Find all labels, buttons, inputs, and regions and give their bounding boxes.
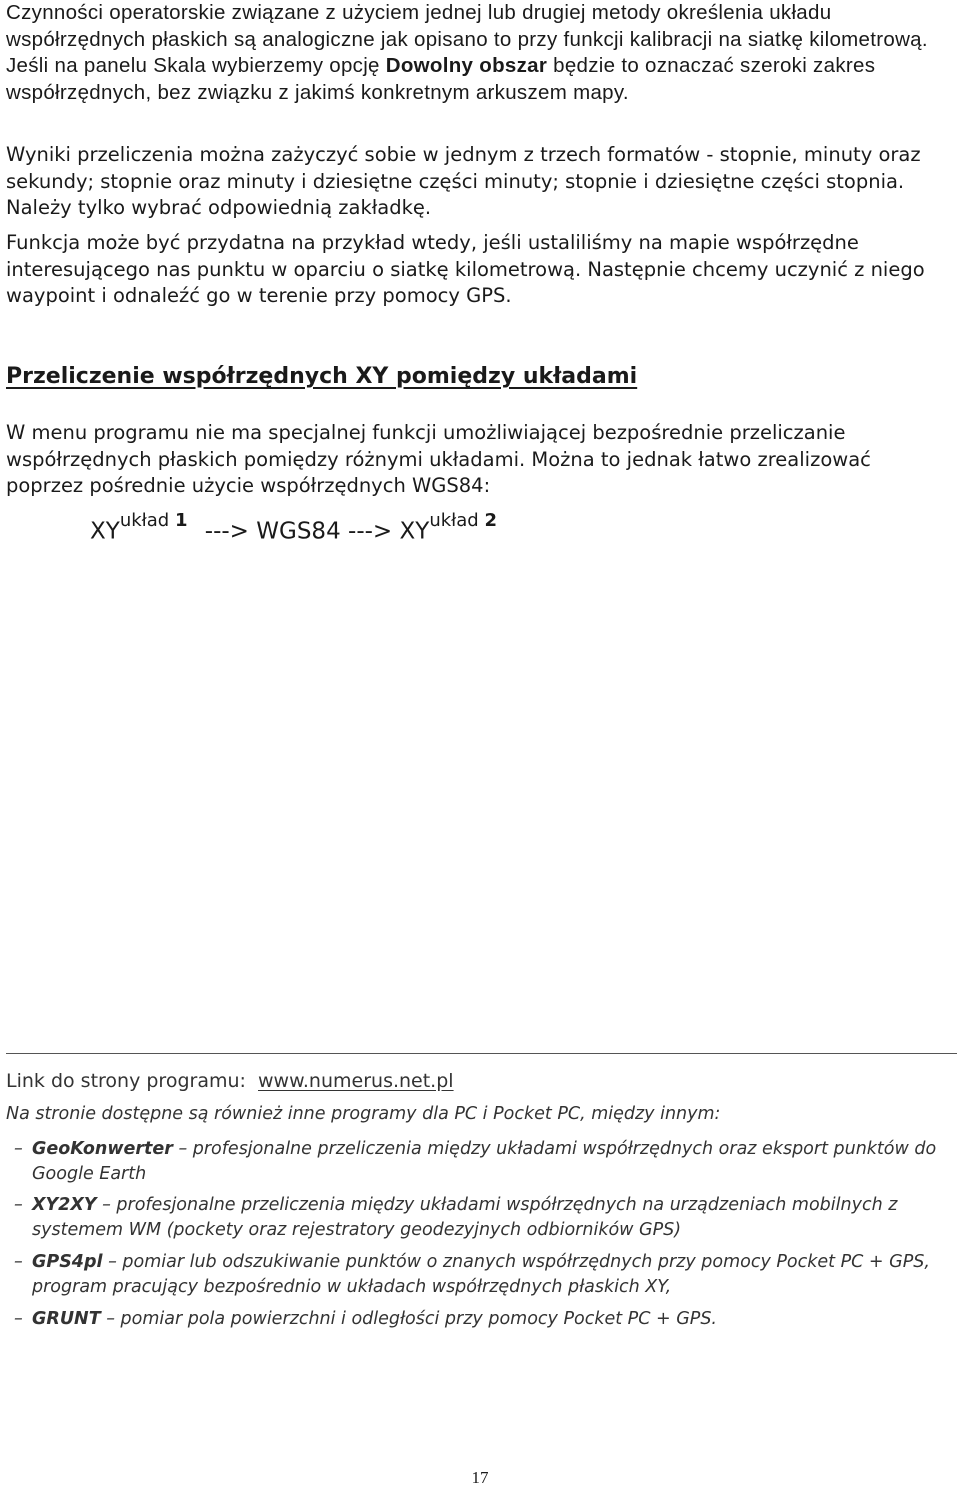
program-item [14,1250,956,1300]
arrow: ---> [348,518,393,545]
conversion-formula [90,510,497,545]
program-item [14,1307,956,1332]
program-desc: – profesjonalne przeliczenia między układami współrzędnych oraz eksport punktów do Google Earth [32,1139,937,1184]
source-system: układ 1 [119,510,188,531]
program-desc: – pomiar pola powierzchni i odległości przy pomocy Pocket PC + GPS. [100,1309,717,1329]
program-desc: – pomiar lub odszukiwanie punktów o znanych współrzędnych przy pomocy Pocket PC + GPS, program pracujący bezpośrednio w układach współrzędnych płaskich XY, [32,1252,930,1297]
formats-paragraph: Wyniki przeliczenia można zażyczyć sobie w jednym z trzech formatów - stopnie, minuty oraz sekundy; stopnie oraz minuty i dziesiętne części minuty; stopnie i dziesiętne części stopnia. Należy tylko wybrać odpowiednią zakładkę. [6,143,921,219]
section-heading: Przeliczenie współrzędnych XY pomiędzy układami [6,364,638,389]
program-name: XY2XY [32,1195,97,1215]
xy-source: XY [90,518,120,545]
target-system: układ 2 [429,510,497,531]
usage-paragraph: Funkcja może być przydatna na przykład wtedy, jeśli ustaliliśmy na mapie współrzędne interesującego nas punktu w oparciu o siatkę kilometrową. Następnie chcemy uczynić z niego waypoint i odnaleźć go w terenie przy pomocy GPS. [6,231,925,307]
intro-paragraph [6,0,954,106]
program-item [14,1193,956,1243]
program-link-line [6,1070,454,1092]
program-name: GeoKonwerter [32,1139,173,1159]
option-name: Dowolny obszar [385,54,548,77]
program-link[interactable]: www.numerus.net.pl [258,1070,454,1092]
wgs84-label: WGS84 [256,518,341,545]
conversion-paragraph: W menu programu nie ma specjalnej funkcji umożliwiającej bezpośrednie przeliczanie współrzędnych płaskich pomiędzy różnymi układami. Można to jednak łatwo zrealizować poprzez pośrednie użycie współrzędnych WGS84: [6,421,871,497]
arrow: ---> [204,518,249,545]
xy-target: XY [399,518,430,545]
footer-divider [6,1053,957,1054]
program-item [14,1137,956,1187]
intro-text-end: będzie to oznaczać szeroki zakres współrzędnych, bez związku z jakimś konkretnym arkuszem mapy. [6,54,876,104]
page-number: 17 [471,1468,489,1487]
program-desc: – profesjonalne przeliczenia między układami współrzędnych na urządzeniach mobilnych z systemem WM (pockety oraz rejestratory geodezyjnych odbiorników GPS) [32,1195,898,1240]
dash-icon: – [14,1309,23,1329]
program-name: GRUNT [32,1309,101,1329]
dash-icon: – [14,1195,23,1215]
intro-text: Czynności operatorskie związane z użyciem jednej lub drugiej metody określenia układu współrzędnych płaskich są analogiczne jak opisano to przy funkcji kalibracji na siatkę kilometrową. Jeśli na panelu Skala wybierzemy opcję [6,1,928,77]
program-name: GPS4pl [32,1252,103,1272]
other-programs-note: Na stronie dostępne są również inne programy dla PC i Pocket PC, między innym: [6,1104,721,1124]
link-label: Link do strony programu: [6,1070,246,1092]
dash-icon: – [14,1252,23,1272]
dash-icon: – [14,1139,23,1159]
